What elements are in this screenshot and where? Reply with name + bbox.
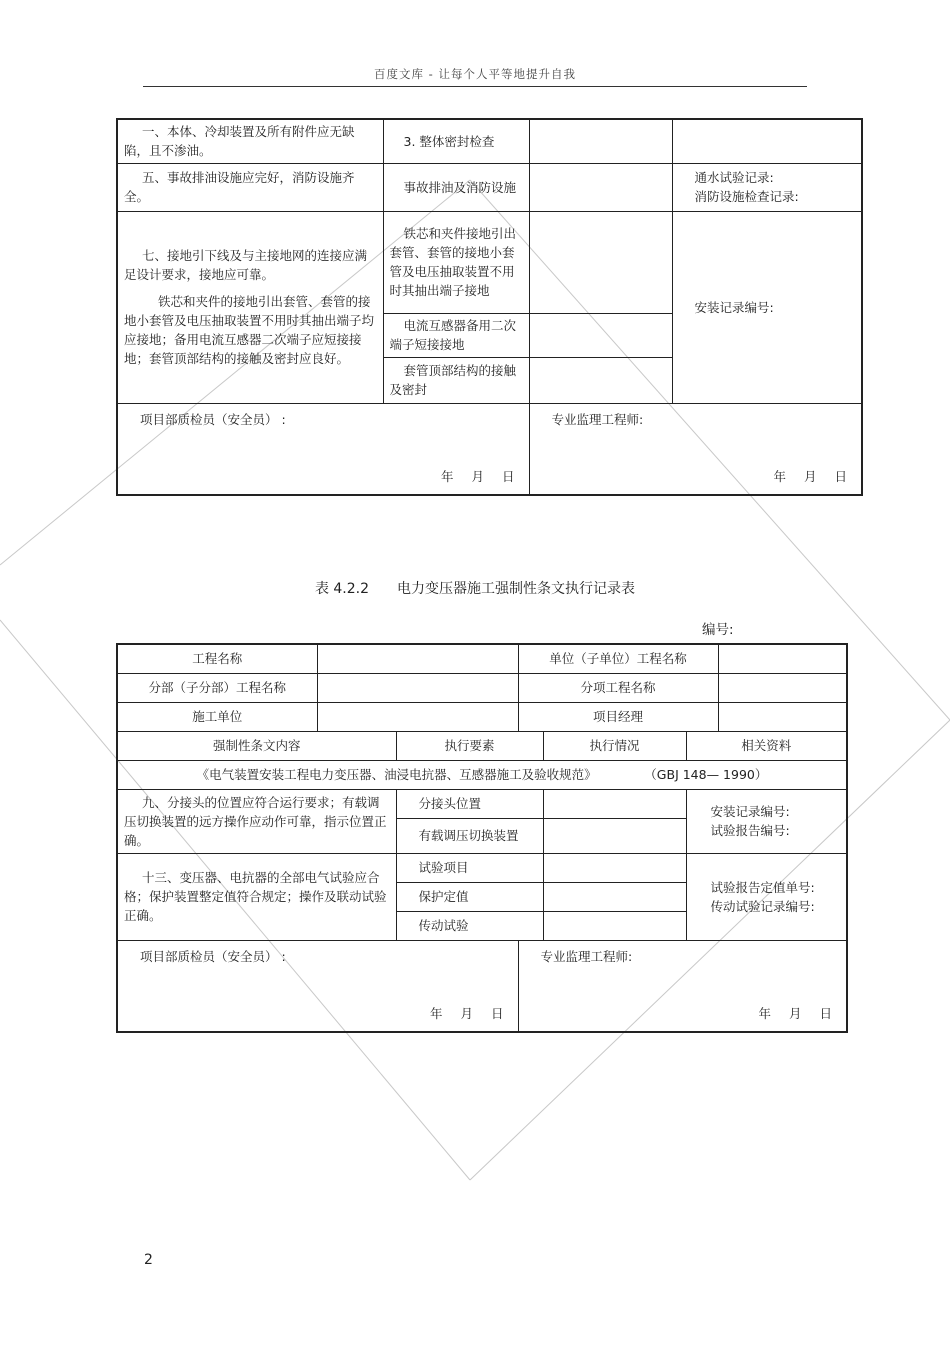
group2-status-1	[543, 853, 686, 882]
supervisor-label: 专业监理工程师:	[551, 411, 644, 427]
page-number: 2	[144, 1252, 153, 1268]
code-label: 编号:	[702, 622, 734, 638]
label-project-name: 工程名称	[117, 644, 317, 673]
table-number: 表 4.2.2	[314, 581, 370, 597]
inspector-label: 项目部质检员（安全员） :	[140, 948, 286, 964]
t1-row1-element: 3. 整体密封检查	[383, 119, 529, 163]
inspector-label: 项目部质检员（安全员） :	[140, 411, 286, 427]
group1-requirement: 九、分接头的位置应符合运行要求；有载调压切换装置的远方操作应动作可靠，指示位置正确。	[117, 789, 396, 853]
t1-row2-element: 事故排油及消防设施	[383, 163, 529, 211]
t1-sign-supervisor	[529, 403, 862, 495]
t1-row2-requirement: 五、事故排油设施应完好，消防设施齐全。	[117, 163, 383, 211]
group2-element-3: 传动试验	[396, 911, 543, 940]
group1-element-1: 分接头位置	[396, 789, 543, 818]
inspector-date: 年 月 日	[430, 1005, 504, 1021]
t1-row3-requirement	[117, 211, 383, 403]
group1-records	[686, 789, 847, 853]
group1-status-1	[543, 789, 686, 818]
t1-row1-record	[672, 119, 862, 163]
t1-row3-status-2	[529, 313, 672, 357]
record-table-continued	[116, 118, 863, 496]
value-project-name	[317, 644, 518, 673]
t1-row3-record: 安装记录编号:	[672, 211, 862, 403]
group2-element-1: 试验项目	[396, 853, 543, 882]
label-unit-project-name: 单位（子单位）工程名称	[518, 644, 718, 673]
requirement-para-1: 七、接地引下线及与主接地网的连接应满足设计要求，接地应可靠。	[124, 248, 368, 282]
t2-sign-inspector	[117, 940, 518, 1032]
header-execution-element: 执行要素	[396, 731, 543, 760]
table-caption	[0, 578, 950, 598]
install-record-label: 安装记录编号:	[710, 804, 790, 819]
label-project-manager: 项目经理	[518, 702, 718, 731]
transformer-record-table	[116, 643, 848, 1033]
group2-requirement: 十三、变压器、电抗器的全部电气试验应合格；保护装置整定值符合规定；操作及联动试验正确。	[117, 853, 396, 940]
t1-sign-inspector	[117, 403, 529, 495]
requirement-para-2: 铁芯和夹件的接地引出套管、套管的接地小套管及电压抽取装置不用时其抽出端子均应接地；备用电流互感器二次端子应短接接地；套管顶部结构的接触及密封应良好。	[124, 294, 375, 366]
value-subitem-name	[718, 673, 847, 702]
group2-element-2: 保护定值	[396, 882, 543, 911]
inspector-date: 年 月 日	[441, 468, 515, 484]
value-division-name	[317, 673, 518, 702]
fire-check-record-label: 消防设施检查记录:	[694, 189, 799, 204]
group2-status-3	[543, 911, 686, 940]
t1-row1-status	[529, 119, 672, 163]
t1-row3-status-3	[529, 357, 672, 403]
label-subitem-name: 分项工程名称	[518, 673, 718, 702]
group1-element-2: 有载调压切换装置	[396, 818, 543, 853]
standard-reference: 《电气装置安装工程电力变压器、油浸电抗器、互感器施工及验收规范》 （GBJ 148— 1990）	[117, 760, 847, 789]
t2-sign-supervisor	[518, 940, 847, 1032]
header-related-docs: 相关资料	[686, 731, 847, 760]
header-mandatory-content: 强制性条文内容	[117, 731, 396, 760]
t1-row2-record	[672, 163, 862, 211]
value-project-manager	[718, 702, 847, 731]
header-execution-status: 执行情况	[543, 731, 686, 760]
t1-row3-element-1: 铁芯和夹件接地引出套管、套管的接地小套管及电压抽取装置不用时其抽出端子接地	[383, 211, 529, 313]
supervisor-label: 专业监理工程师:	[540, 948, 633, 964]
table-title: 电力变压器施工强制性条文执行记录表	[397, 581, 636, 597]
drive-test-record-label: 传动试验记录编号:	[710, 898, 815, 914]
water-test-record-label: 通水试验记录:	[694, 170, 774, 185]
value-construction-unit	[317, 702, 518, 731]
t1-row3-element-2: 电流互感器备用二次端子短接接地	[383, 313, 529, 357]
label-division-name: 分部（子分部）工程名称	[117, 673, 317, 702]
t1-row2-status	[529, 163, 672, 211]
supervisor-date: 年 月 日	[773, 468, 847, 484]
t1-row3-element-3: 套管顶部结构的接触及密封	[383, 357, 529, 403]
label-construction-unit: 施工单位	[117, 702, 317, 731]
document-header: 百度文库 - 让每个人平等地提升自我	[374, 67, 576, 81]
supervisor-date: 年 月 日	[758, 1005, 832, 1021]
t1-row1-requirement: 一、本体、冷却装置及所有附件应无缺陷，且不渗油。	[117, 119, 383, 163]
test-report-label: 试验报告编号:	[710, 823, 790, 838]
header-divider	[143, 86, 807, 87]
group1-status-2	[543, 818, 686, 853]
group2-status-2	[543, 882, 686, 911]
value-unit-project-name	[718, 644, 847, 673]
setting-report-label: 试验报告定值单号:	[710, 879, 815, 895]
group2-records	[686, 853, 847, 940]
t1-row3-status-1	[529, 211, 672, 313]
